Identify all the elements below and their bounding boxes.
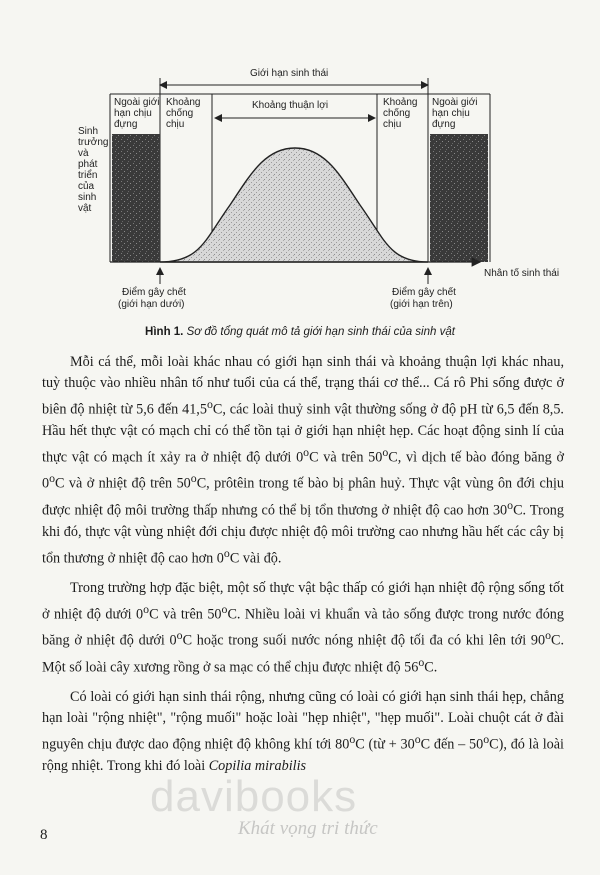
watermark-brand: davibooks [150, 772, 358, 821]
paragraph-2: Trong trường hợp đặc biệt, một số thực vật bậc thấp có giới hạn nhiệt độ rộng sống tốt ở nhiệt độ dưới 0$^o$C và trên 50$^o$C. Nhiều loài vi khuẩn và tảo sống được trong nước đóng băng ở nhiệt độ dưới 0$^o$C hoặc trong suối nước nóng nhiệt độ tối đa có khi lên tới 90$^o$C. Một số loài cây xương rồng ở sa mạc có thể chịu được nhiệt độ 56$^o$C. [42, 579, 564, 676]
body-text [42, 352, 564, 785]
optimal-zone-label: Khoảng thuận lợi [252, 100, 329, 111]
watermark-slogan: Khát vọng tri thức [238, 818, 378, 839]
paragraph-3: Có loài có giới hạn sinh thái rộng, nhưng cũng có loài có giới hạn sinh thái hẹp, chẳng hạn loài "rộng nhiệt", "rộng muối" hoặc loài "hẹp nhiệt", "hẹp muối". Loài chuột cát ở đài nguyên chịu được dao động nhiệt độ không khí tới 80$^o$C (từ + $30^oC$ đến – 50$^o$C), đó là loài rộng nhiệt. Trong khi đó loài Copilia mirabilis [42, 688, 564, 774]
lower-lethal-zone [112, 134, 160, 262]
resistance-zone-left-label: Khoảng chống chịu [166, 97, 201, 130]
outside-tolerance-right-label: Ngoài giới hạn chịu đựng [432, 97, 478, 130]
upper-limit-label: (giới hạn trên) [390, 299, 453, 310]
growth-curve [160, 148, 428, 262]
x-axis-label: Nhân tố sinh thái [484, 268, 560, 279]
ecological-limit-figure [0, 0, 600, 320]
page-number: 8 [40, 827, 48, 843]
lower-lethal-point-label: Điểm gây chết [122, 287, 186, 298]
upper-lethal-point-label: Điểm gây chết [392, 287, 456, 298]
ecological-limit-label: Giới hạn sinh thái [250, 68, 329, 79]
resistance-zone-right-label: Khoảng chống chịu [383, 97, 418, 130]
caption-number: Hình 1. [145, 326, 184, 338]
lower-limit-label: (giới hạn dưới) [118, 299, 185, 310]
upper-lethal-zone [430, 134, 488, 262]
outside-tolerance-left-label: Ngoài giới hạn chịu đựng [114, 97, 160, 130]
figure-caption [0, 326, 600, 338]
y-axis-label: Sinh trưởng và phát triển của sinh vật [78, 126, 109, 214]
paragraph-1: Mỗi cá thể, mỗi loài khác nhau có giới hạn sinh thái và khoảng thuận lợi khác nhau, tuỳ thuộc vào nhiều nhân tố như tuổi của cá thể, trạng thái cơ thể... Cá rô Phi sống được ở biên độ nhiệt từ 5,6 đến 41,5$^o$C, các loài thuỷ sinh vật thường sống ở độ pH từ 6,5 đến 8,5. Hầu hết thực vật có mạch chỉ có thể tồn tại ở giới hạn nhiệt hẹp. Các hoạt động sinh lí của thực vật có mạch ít xảy ra ở nhiệt độ dưới 0$^o$C và trên 50$^o$C, vì dịch tế bào đóng băng ở 0$^o$C và ở nhiệt độ trên 50$^o$C, prôtêin trong tế bào bị phân huỷ. Thực vật vùng ôn đới chịu được nhiệt độ môi trường thấp nhưng có thể bị tổn thương ở nhiệt độ cao hơn 30$^o$C. Trong khi đó, thực vật vùng nhiệt đới chịu được nhiệt độ môi trường cao nhưng hầu hết các cây bị tổn thương ở nhiệt độ cao hơn 0$^o$C vài độ. [42, 354, 564, 567]
caption-text: Sơ đồ tổng quát mô tả giới hạn sinh thái của sinh vật [186, 326, 455, 338]
